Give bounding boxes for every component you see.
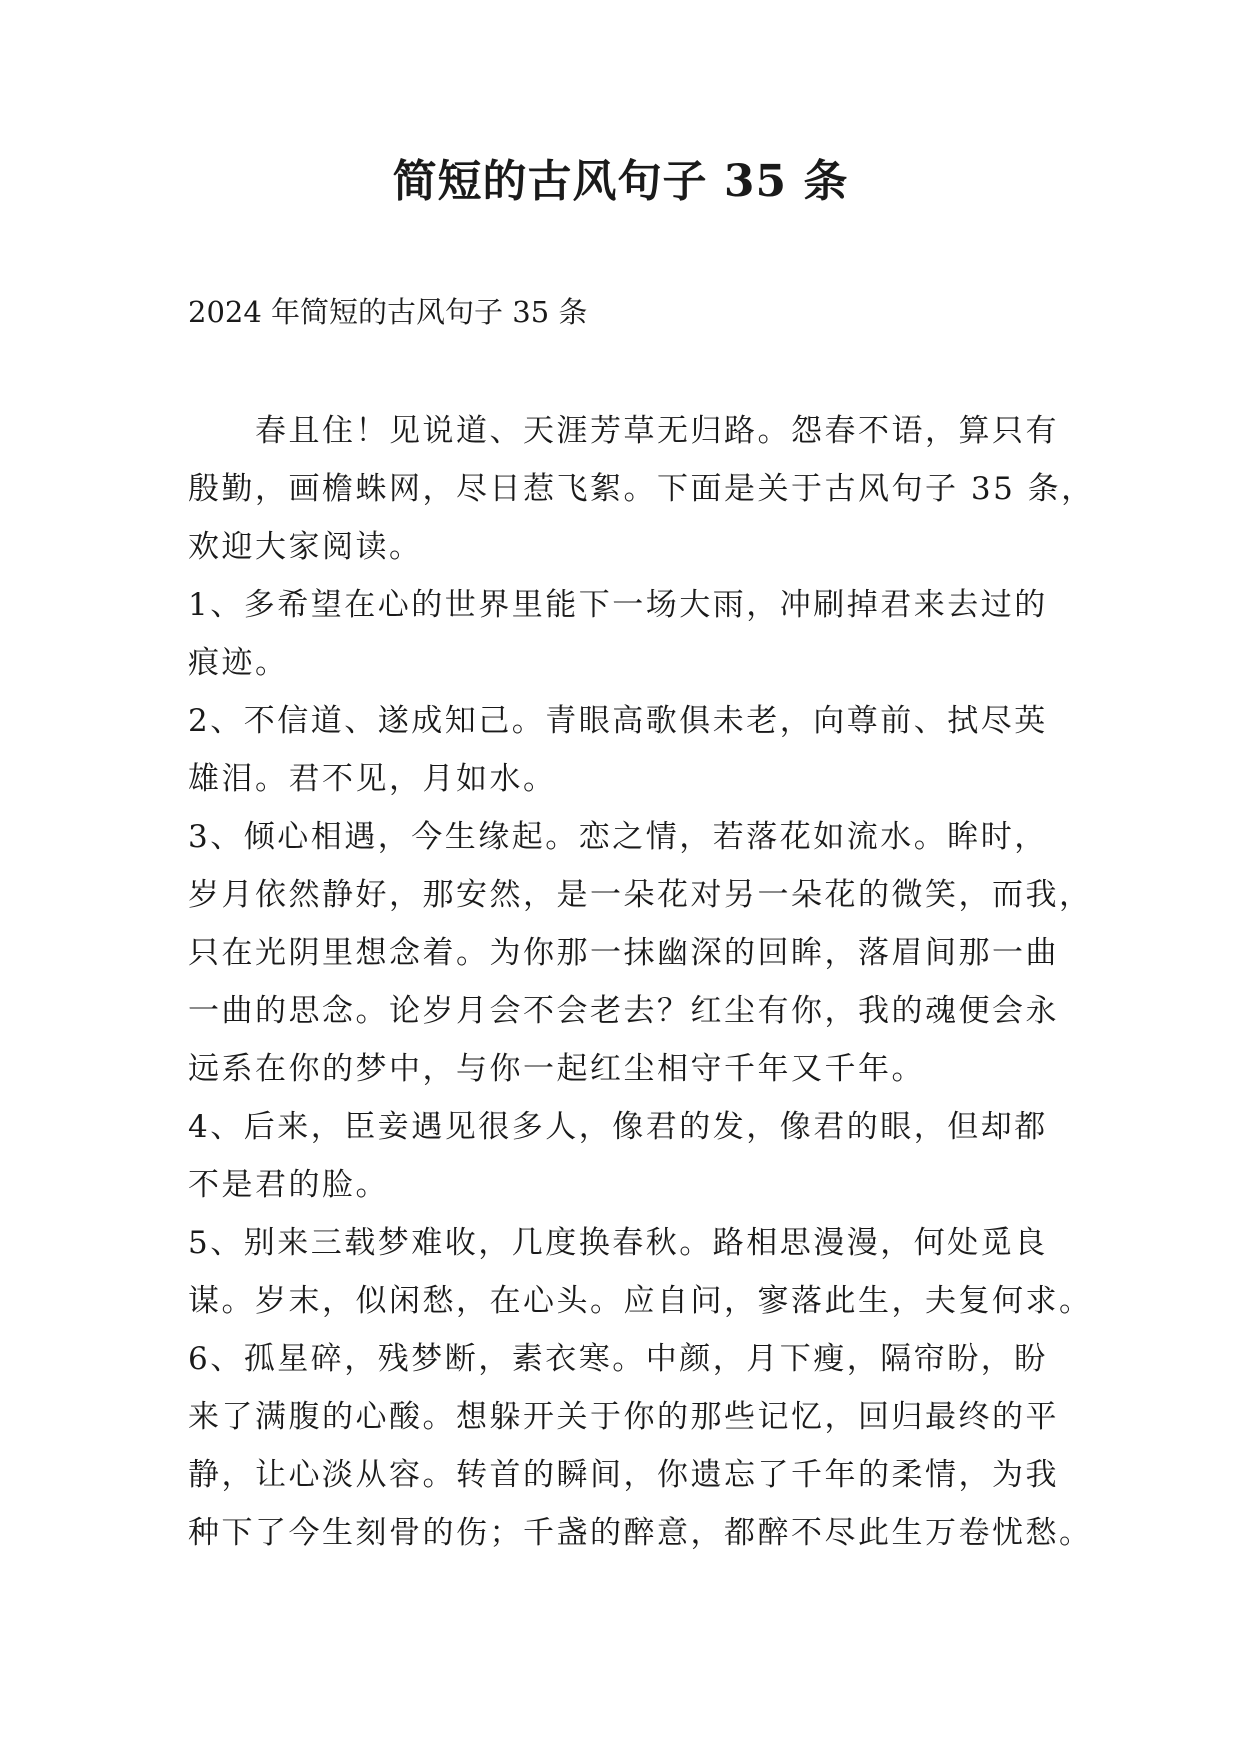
list-item-line: 痕迹。 [188, 645, 289, 681]
document-subtitle: 2024 年简短的古风句子 35 条 [188, 295, 588, 329]
intro-paragraph [188, 402, 1095, 576]
list-item-line: 一曲的思念。论岁月会不会老去？红尘有你，我的魂便会永 [188, 993, 1059, 1029]
intro-line: 殷勤，画檐蛛网，尽日惹飞絮。下面是关于古风句子 35 条， [188, 471, 1095, 507]
list-item-line: 种下了今生刻骨的伤；千盏的醉意，都醉不尽此生万卷忧愁。 [188, 1515, 1093, 1551]
list-item-line: 5、别来三载梦难收，几度换春秋。路相思漫漫，何处觅良 [188, 1225, 1048, 1261]
list-item-line: 静，让心淡从容。转首的瞬间，你遗忘了千年的柔情，为我 [188, 1457, 1059, 1493]
intro-line: 欢迎大家阅读。 [188, 529, 423, 565]
list-item-line: 1、多希望在心的世界里能下一场大雨，冲刷掉君来去过的 [188, 587, 1048, 623]
list-item-line: 远系在你的梦中，与你一起红尘相守千年又千年。 [188, 1051, 925, 1087]
list-item-line: 4、后来，臣妾遇见很多人，像君的发，像君的眼，但却都 [188, 1109, 1048, 1145]
list-item-line: 只在光阴里想念着。为你那一抹幽深的回眸，落眉间那一曲 [188, 935, 1059, 971]
list-item-line: 3、倾心相遇，今生缘起。恋之情，若落花如流水。眸时， [188, 819, 1048, 855]
intro-line: 春且住！见说道、天涯芳草无归路。怨春不语，算只有 [188, 413, 1059, 449]
list-item-line: 来了满腹的心酸。想躲开关于你的那些记忆，回归最终的平 [188, 1399, 1059, 1435]
list-item-line: 6、孤星碎，残梦断，素衣寒。中颜，月下瘦，隔帘盼，盼 [188, 1341, 1048, 1377]
list-item-line: 2、不信道、遂成知己。青眼高歌俱未老，向尊前、拭尽英 [188, 703, 1048, 739]
list-item-line: 雄泪。君不见，月如水。 [188, 761, 557, 797]
document-title: 简短的古风句子 35 条 [392, 156, 849, 207]
list-item-line: 岁月依然静好，那安然，是一朵花对另一朵花的微笑，而我， [188, 877, 1093, 913]
list-item-line: 不是君的脸。 [188, 1167, 389, 1203]
sentence-list [188, 576, 1093, 1562]
list-item-line: 谋。岁末，似闲愁，在心头。应自问，寥落此生，夫复何求。 [188, 1283, 1093, 1319]
